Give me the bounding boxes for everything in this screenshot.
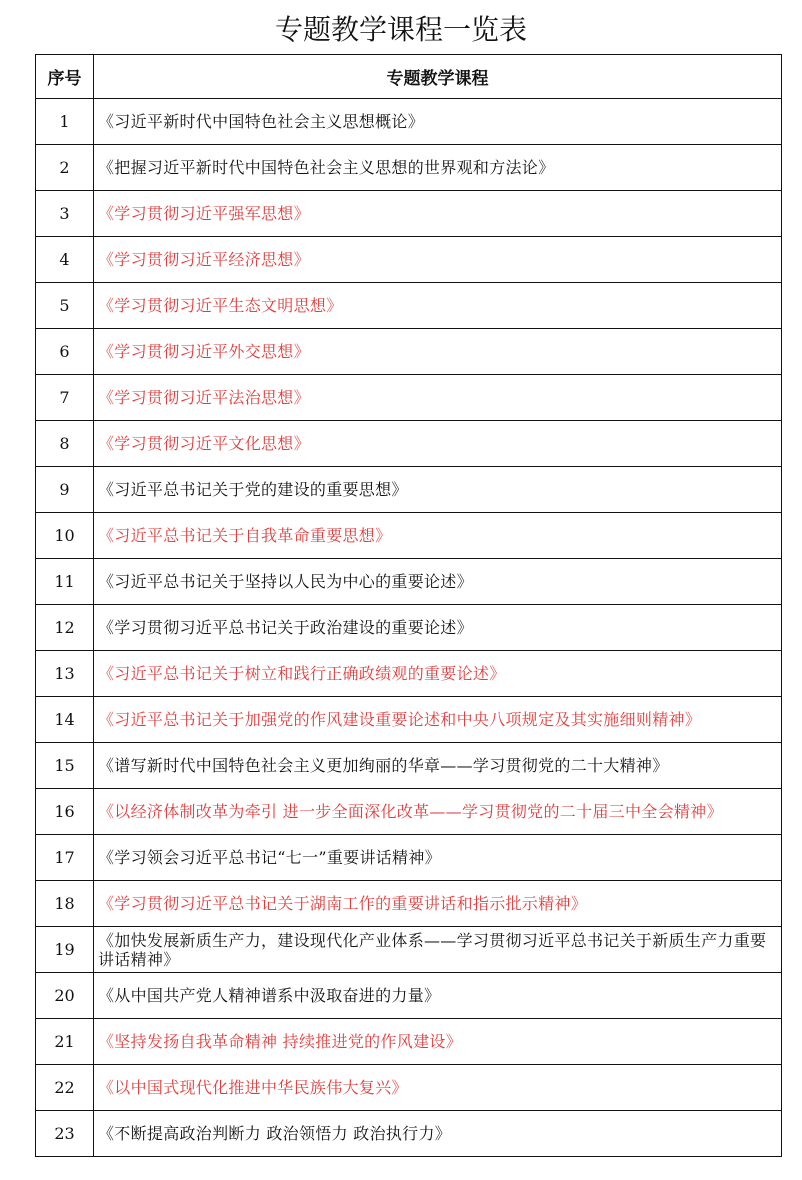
course-name: 《习近平总书记关于自我革命重要思想》	[94, 513, 782, 559]
course-name: 《坚持发扬自我革命精神 持续推进党的作风建设》	[94, 1019, 782, 1065]
table-row	[36, 329, 782, 375]
column-header-num: 序号	[36, 55, 94, 99]
table-row	[36, 237, 782, 283]
row-number: 22	[36, 1065, 94, 1111]
row-number: 16	[36, 789, 94, 835]
column-header-course: 专题教学课程	[94, 55, 782, 99]
table-row	[36, 559, 782, 605]
course-name: 《习近平总书记关于树立和践行正确政绩观的重要论述》	[94, 651, 782, 697]
row-number: 4	[36, 237, 94, 283]
row-number: 21	[36, 1019, 94, 1065]
table-row	[36, 651, 782, 697]
table-row	[36, 1111, 782, 1157]
row-number: 18	[36, 881, 94, 927]
table-row	[36, 927, 782, 973]
row-number: 1	[36, 99, 94, 145]
table-row	[36, 835, 782, 881]
table-row	[36, 743, 782, 789]
table-row	[36, 421, 782, 467]
course-name: 《习近平新时代中国特色社会主义思想概论》	[94, 99, 782, 145]
table-row	[36, 789, 782, 835]
row-number: 9	[36, 467, 94, 513]
row-number: 2	[36, 145, 94, 191]
page-title: 专题教学课程一览表	[274, 13, 527, 46]
course-name: 《学习贯彻习近平总书记关于政治建设的重要论述》	[94, 605, 782, 651]
table-row	[36, 973, 782, 1019]
row-number: 20	[36, 973, 94, 1019]
row-number: 6	[36, 329, 94, 375]
table-row	[36, 145, 782, 191]
table-row	[36, 467, 782, 513]
course-name: 《谱写新时代中国特色社会主义更加绚丽的华章——学习贯彻党的二十大精神》	[94, 743, 782, 789]
table-row	[36, 513, 782, 559]
row-number: 12	[36, 605, 94, 651]
table-row	[36, 283, 782, 329]
row-number: 19	[36, 927, 94, 973]
row-number: 13	[36, 651, 94, 697]
course-name: 《以中国式现代化推进中华民族伟大复兴》	[94, 1065, 782, 1111]
course-name: 《加快发展新质生产力，建设现代化产业体系——学习贯彻习近平总书记关于新质生产力重要讲话精神》	[94, 927, 782, 973]
row-number: 7	[36, 375, 94, 421]
row-number: 10	[36, 513, 94, 559]
course-name: 《习近平总书记关于党的建设的重要思想》	[94, 467, 782, 513]
row-number: 23	[36, 1111, 94, 1157]
course-name: 《习近平总书记关于加强党的作风建设重要论述和中央八项规定及其实施细则精神》	[94, 697, 782, 743]
course-name: 《学习贯彻习近平生态文明思想》	[94, 283, 782, 329]
table-row	[36, 1065, 782, 1111]
course-name: 《学习贯彻习近平文化思想》	[94, 421, 782, 467]
course-name: 《学习贯彻习近平经济思想》	[94, 237, 782, 283]
table-row	[36, 881, 782, 927]
table-header-row	[36, 55, 782, 99]
table-row	[36, 605, 782, 651]
row-number: 8	[36, 421, 94, 467]
course-name: 《以经济体制改革为牵引 进一步全面深化改革——学习贯彻党的二十届三中全会精神》	[94, 789, 782, 835]
table-row	[36, 697, 782, 743]
course-name: 《学习领会习近平总书记“七一”重要讲话精神》	[94, 835, 782, 881]
table-row	[36, 1019, 782, 1065]
course-name: 《从中国共产党人精神谱系中汲取奋进的力量》	[94, 973, 782, 1019]
course-name: 《学习贯彻习近平强军思想》	[94, 191, 782, 237]
course-name: 《不断提高政治判断力 政治领悟力 政治执行力》	[94, 1111, 782, 1157]
course-name: 《习近平总书记关于坚持以人民为中心的重要论述》	[94, 559, 782, 605]
row-number: 5	[36, 283, 94, 329]
course-name: 《学习贯彻习近平外交思想》	[94, 329, 782, 375]
row-number: 17	[36, 835, 94, 881]
table-row	[36, 99, 782, 145]
course-name: 《把握习近平新时代中国特色社会主义思想的世界观和方法论》	[94, 145, 782, 191]
row-number: 11	[36, 559, 94, 605]
row-number: 14	[36, 697, 94, 743]
course-name: 《学习贯彻习近平法治思想》	[94, 375, 782, 421]
course-table	[35, 54, 782, 1157]
table-row	[36, 375, 782, 421]
row-number: 15	[36, 743, 94, 789]
course-name: 《学习贯彻习近平总书记关于湖南工作的重要讲话和指示批示精神》	[94, 881, 782, 927]
table-row	[36, 191, 782, 237]
row-number: 3	[36, 191, 94, 237]
